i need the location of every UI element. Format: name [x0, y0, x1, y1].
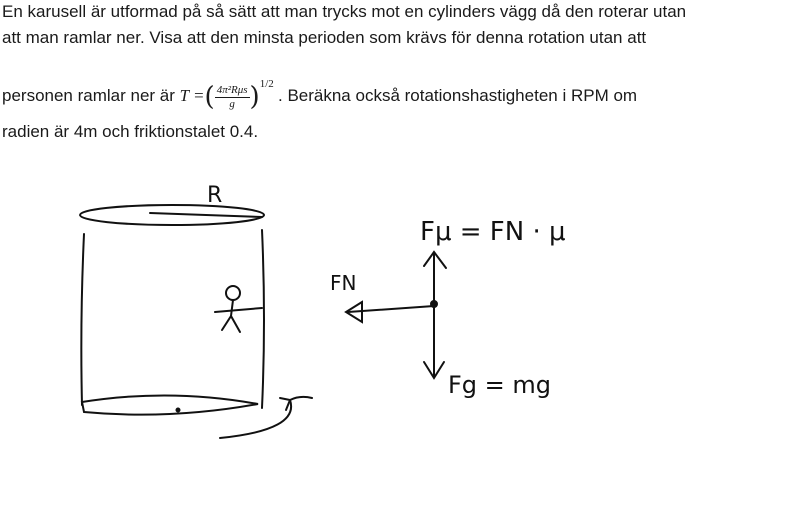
body-point [431, 301, 437, 307]
cylinder-right-wall [262, 230, 264, 408]
formula-numerator: 4π²Rμs [216, 83, 248, 96]
rotation-arrowhead [280, 398, 290, 410]
cylinder-bottom-ellipse [82, 395, 258, 414]
cylinder-left-wall [81, 234, 84, 405]
formula-exponent: 1/2 [259, 78, 274, 90]
cylinder-drawing [80, 205, 312, 438]
person-figure [215, 286, 262, 332]
radius-line [150, 213, 262, 217]
gravity-force-label: Fg = mg [448, 371, 552, 399]
person-leg [231, 316, 240, 332]
left-paren: ( [204, 82, 215, 113]
normal-force-label: FN [330, 271, 357, 295]
friction-force-label: Fμ = FN · μ [420, 217, 566, 247]
rotation-arrow [220, 397, 312, 438]
person-head [226, 286, 240, 300]
problem-text-line-4: radien är 4m och friktionstalet 0.4. [2, 122, 259, 141]
formula-denominator: g [229, 97, 235, 110]
formula-lhs: T = [179, 86, 205, 105]
right-paren: ) [249, 82, 260, 113]
cylinder-center-dot [177, 409, 180, 412]
force-diagram [346, 252, 446, 378]
radius-label: R [207, 183, 223, 208]
line3-suffix: . Beräkna också rotationshastigheten i RPM om [278, 86, 638, 105]
person-body [222, 300, 233, 330]
problem-text-line-1: En karusell är utformad på så sätt att man trycks mot en cylinders vägg då den roterar utan [2, 2, 687, 21]
person-arms [215, 308, 262, 312]
problem-text-line-2: att man ramlar ner. Visa att den minsta perioden som krävs för denna rotation utan att [2, 28, 647, 47]
cylinder-top-ellipse [80, 205, 264, 225]
line3-prefix: personen ramlar ner är [2, 86, 175, 105]
normal-force-line [348, 306, 434, 312]
